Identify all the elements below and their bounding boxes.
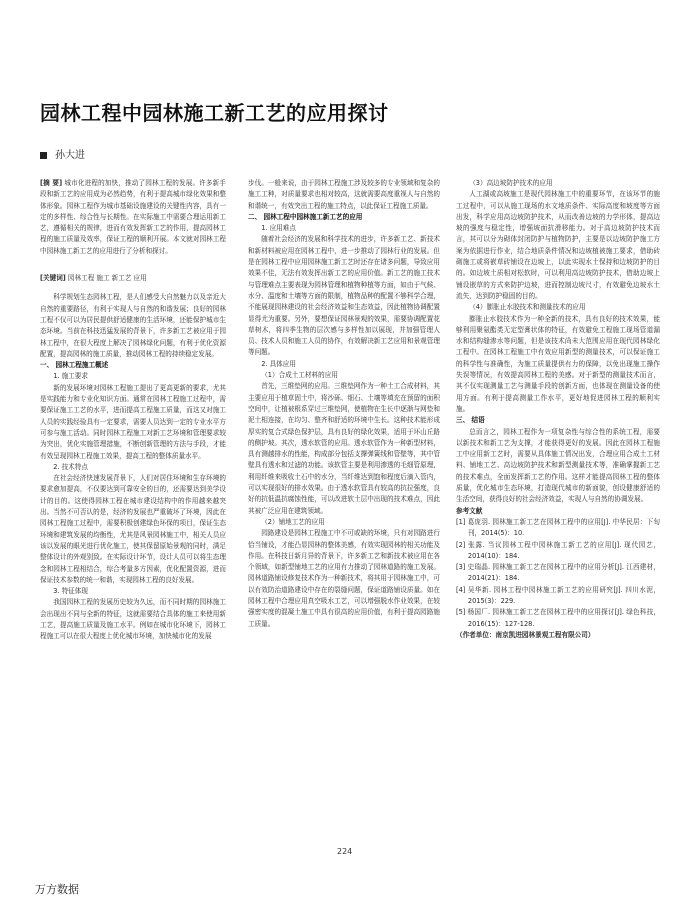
subheading-2-1: 1. 应用难点: [261, 224, 296, 233]
abstract-text: 城市化进程的加快，推动了园林工程的发展。许多新手段和新工艺的应用成为必然趋势，有利于提高城市绿化效果和整体形象。园林工程作为城市基础设施建设的关键性内容，具有一定的多样性、综合性与长期性。在实际施工中需要合理运用新工艺，遵循相关的规律，进而有效发挥新工艺的作用，提高园林工程的施工质量及效率，保证工程的顺利开展。本文就对园林工程中园林施工新工艺的应用进行了分析和探讨。: [40, 179, 226, 255]
abstract-label: [摘 要]: [40, 179, 63, 187]
keywords-label: [关键词]: [40, 274, 66, 283]
keywords-text: 园林工程 施工 新工艺 应用: [67, 274, 147, 283]
square-bullet-icon: [40, 152, 47, 159]
column-3: [456, 178, 660, 641]
paragraph-2-1: 随着社会经济的发展和科学技术的进步，许多新工艺、新技术和新材料被应用在园林工程中，进一步推动了园林行业的发展。但是在园林工程中应用园林施工新工艺时还存在诸多问题，导致应用效果不佳，无法有效发挥出新工艺的应用价值。新工艺的施工技术与管理难点主要表现为园林管理和植物种植等方面，如由于气候、水分、温度和土壤等方面的限制，植物品种的配置不够科学合理，不能展现园林建设的社会经济效益和生态效益，因此植物协调配置显得尤为重要。另外，要想保证园林景观的效果，需要协调配置花草树木，将四季生物的层次感与多样性加以展现，并加强管理人员、技术人员和施工人员的协作，有效解决新工艺应用和景观管理等问题。: [248, 235, 440, 357]
page-title: 园林工程中园林施工新工艺的应用探讨: [40, 101, 389, 125]
paragraph-2-2-3: 人工湖或高坡施工是现代园林施工中的重要环节，在该环节的施工过程中，可以从施工现场的水文地质条件、实际高度和坡度等方面出发，科学应用高边坡防护技术，从而改善边坡的力学形体，提高边坡的强度与稳定性，增强坡面抗滑移能力。对于高边坡防护技术而言，其可以分为砌体封闭防护与植物防护，主要是以边坡防护施工方案为依据进行作业，结合地质条件情况和边坡植被施工要求，借助砖砌施工或将嵌草砖铺设在边坡上，以此实现水土保持和边坡防护的目的。如边坡土质相对松软时，可以利用高边坡防护技术，借助边坡上铺设嵌草的方式来防护边坡，进而控制边坡尺寸，有效避免边坡水土流失，达到防护稳固的目的。: [456, 190, 660, 300]
section-heading-3: 三、 结语: [456, 416, 485, 425]
paragraph-conclusion: 总而言之，园林工程作为一项复杂性与综合性的系统工程，需要以新技术和新工艺为支撑，才能获得更好的发展。因此在园林工程施工中应用新工艺时，需要从具体施工情况出发，合理应用合成土工材料、铺地工艺、高边坡防护技术和新型测量技术等，准确掌握新工艺的技术难点，全面发挥新工艺的作用。这样才能提高园林工程的整体质量，优化城市生态环境，打造现代城市的新面貌，创设健康舒适的生活空间，获得良好的社会经济效益，实现人与自然的协调发展。: [456, 427, 660, 504]
subheading-2-2-1: （1）合成土工材料的应用: [261, 371, 338, 380]
subheading-1-2: 2. 技术特点: [53, 462, 88, 471]
references-heading: 参考文献: [456, 506, 483, 515]
author-line: [40, 146, 85, 161]
reference-item: [5] 杨国厂. 园林施工新工艺在园林工程中的应用探讨[J]. 绿色科技，2016(15)：127-128.: [456, 608, 660, 628]
section-heading-1: 一、 园林工程施工概述: [40, 361, 109, 370]
paragraph-continued: 步伐。一般来说，由于园林工程施工涉及较多的专业领域和复杂的施工工种，对质量要求也相对较高，这就需要高度重视人与自然的和谐统一，有效突出工程的施工特点，以此保证工程施工质量。: [248, 179, 440, 210]
paragraph-2-2-1: 首先，三维垫网的应用。三维垫网作为一种土工合成材料，其主要应用于植草固土中，将沙砾、细石、土壤等填充在预留的面积空间中，让植被根系穿过三维垫网，使植物在生长中逐渐与网垫和泥土相连接，在均匀、整齐和舒适的环境中生长。这种技术能形成厚实的复合式绿色保护层，具有良好的绿化效果，适用于坏山丘路的侧护坡。其次，透水软管的应用。透水软管作为一种新型材料，具有测越排水的性能，构成部分包括支撑弹簧线和管壁等，其中管壁具有透水和过滤的功能。该软管主要是利用渗透的毛细管原理，利用纤维来吸收土石中的水分，当纤维达到饱和程度后滴入管内，可以实现很好的排水效果。由于透水软管具有较高的抗拉强度，良好的抗低温抗腐蚀性能，可以改进软土层中出现的技术难点，因此其被广泛应用在建筑领域。: [248, 382, 440, 515]
paragraph-1-3: 我国园林工程的发展历史较为久远，而不同时期的园林施工会出现出不同与全新的特征，这就需要结合具体的施工来使用新工艺，提高施工质量及施工水平。例如在城市化环境下，园林工程施工可以在很大程度上优化城市环境，加快城市化的发展: [40, 598, 226, 641]
paragraph-2-2-2: 园路建设是园林工程施工中不可或缺的环境，只有对园路进行恰当铺设，才能凸显园林的整体美感，有效实现园林的相关功能及作用。在科技日新月异的背景下，许多新工艺和新技术被应用在各个领域，如新型铺地工艺的应用有力推动了园林道路的施工发展。园林道路铺设修复技术作为一种新技术，将其用于园林施工中，可以有效防治道路建设中存在的裂缝问题，保证道路铺设质量。如在园林工程中合理应用真空吸水工艺，可以增强脱水作业效果，在较强密实度的混凝土施工中具有很高的应用价值，有利于提高园路施工质量。: [248, 529, 440, 628]
section-heading-2: 二、 园林工程中园林施工新工艺的应用: [248, 212, 363, 221]
author-name: 孙大进: [55, 150, 85, 161]
reference-item: [4] 吴华新. 园林工程中园林施工新工艺的应用研究[J]. 四川水泥，2015(3)：229.: [456, 585, 660, 605]
column-1: [40, 178, 226, 643]
reference-item: [2] 张露. 当议园林工程中园林施工新工艺的应用[J]. 现代园艺，2014(10)：184.: [456, 540, 660, 560]
abstract: [40, 178, 226, 257]
subheading-1-1: 1. 施工要求: [53, 372, 88, 381]
intro-paragraph: 科学规划生态园林工程，是人们感受大自然魅力以及亲近大自然的重要路径，有利于实现人与自然的和谐发展；良好的园林工程不仅可以为居民提供舒适健康的生活环境，还能保护城市生态环境。当前在科技迅猛发展的背景下，许多新工艺被应用于园林工程中，在很大程度上解决了园林绿化问题，有利于优化资源配置，提高园林的施工质量，推动园林工程的持续稳定发展。: [40, 293, 226, 358]
subheading-1-3: 3. 特征体现: [53, 587, 88, 596]
subheading-2-2-3: （3）高边坡防护技术的应用: [469, 179, 553, 187]
subheading-2-2-4: （4）膨胀止水胶技术和测量技术的应用: [469, 303, 586, 312]
reference-item: [1] 葛庞羽. 园林施工新工艺在园林工程中的应用[J]. 中华民居：下旬刊，2014(5)：10.: [456, 517, 660, 538]
paragraph-1-2: 在社会经济快速发展背景下，人们对居住环境和生存环境的要求愈加提高，不仅要达到可靠安全的目的，还需要达到美学设计的目的。这使得园林工程在城市建设结构中的作用越来越突出。当然不可否认的是，经济的发展也严重破坏了环境，因此在园林工程施工过程中，需要积极创建绿色环保的项目，保证生态环境和建筑发展的均衡性，尤其是风景园林施工中，相关人员应该以发展的眼光进行优化施工，使其保留原始景观的同时，满足整体设计的外观别致。在实际设计环节，设计人员可以将生态理念和园林工程相结合，综合考量多方因素，优化配置资源，进而保证技术参数的统一和谐，实现园林工程的良好发展。: [40, 474, 226, 584]
author-affiliation: （作者单位：南京凯进园林景观工程有限公司）: [456, 630, 595, 639]
page-number: 224: [337, 847, 353, 856]
subheading-2-2-2: （2）铺地工艺的应用: [261, 517, 325, 526]
paragraph-2-2-4: 膨胀止水胶技术作为一种全新的技术，具有良好的技术效果，能够利用聚氨酯类无定型膏状体的特征，有效避免工程施工现场管道漏水和结构缝渗水等问题，但是该技术尚未大范围应用在现代园林绿化工程中。在园林工程施工中有效应用新型的测量技术，可以保证施工的科学性与准确性，为施工质量提供有力的保障，以免出现施工操作失误等情况，有效提高园林工程的美感。对于新型的测量技术而言，其不仅实现测量工艺与测量手段的创新方面，也体现在测量设备的使用方面。有利于提高测量工作水平，更好地促进园林工程的顺利实施。: [456, 314, 660, 413]
subheading-2-2: 2. 具体应用: [261, 359, 296, 368]
reference-item: [3] 史瑞晶. 园林施工新工艺在园林工程中的应用分析[J]. 江西建材，2014(21)：184.: [456, 563, 660, 583]
column-2: [248, 178, 440, 630]
footer-watermark: 万方数据: [35, 883, 79, 896]
keywords: [40, 273, 226, 284]
paragraph-1-1: 新的发展环境对园林工程施工提出了更高更新的要求，尤其是实践能力和专业化知识方面。通常在园林工程施工过程中，需要保证施工工艺的水平，进而提高工程施工质量，而这又对施工人员的实践经验具有一定要求，需要人员达到一定的专业水平方可参与施工活动。同时园林工程施工对新工艺环境和管理要求较为突出，优化实施管理措施，不断创新管理的方法与手段，才能有效呈现园林工程施工效果，提高工程的整体质量水平。: [40, 383, 226, 460]
